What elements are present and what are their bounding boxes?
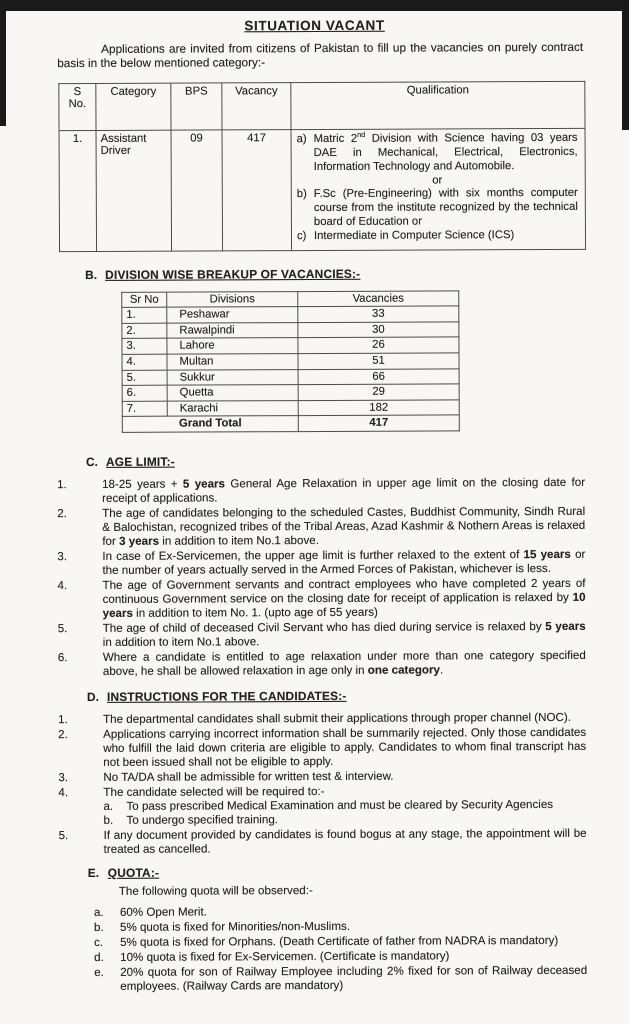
subitem-text: To undergo specified training.: [126, 813, 279, 827]
document-content: [0, 10, 629, 996]
division-vacancies: 30: [298, 322, 459, 338]
list-item: [57, 548, 585, 578]
qualification-text-c: Intermediate in Computer Science (ICS): [313, 228, 515, 242]
vacancy-header-bps: BPS: [171, 83, 222, 130]
division-srno: 3.: [122, 339, 167, 355]
vacancy-header-vacancy: Vacancy: [222, 83, 291, 130]
list-item: [94, 904, 587, 920]
vacancy-cell-bps: 09: [171, 130, 223, 251]
item-text: The age of candidates belonging to the scheduled Castes, Buddhist Community, Sindh Rural & Balochistan, recognized tribes of the Tribal Areas, Azad Kashmir & Nothern Areas is relaxed for 3 years in addition to item No.1 above.: [102, 504, 586, 548]
vacancy-cell-category: Assistant Driver: [96, 130, 172, 251]
item-text: The departmental candidates shall submit their applications through proper channel (NOC).: [103, 710, 571, 726]
division-name: Multan: [167, 354, 298, 370]
item-number: 4.: [57, 579, 68, 593]
vacancy-cell-sno: 1.: [59, 130, 97, 251]
division-srno: 4.: [122, 354, 167, 370]
list-item: [57, 505, 585, 549]
vacancy-header-category: Category: [96, 83, 171, 130]
section-c-title: AGE LIMIT:-: [105, 454, 175, 469]
vacancy-table: [58, 81, 586, 252]
table-row: [122, 306, 459, 323]
item-text: The candidate selected will be required to:-: [103, 784, 325, 799]
division-vacancies: 66: [298, 368, 459, 384]
section-b-title: DIVISION WISE BREAKUP OF VACANCIES:-: [105, 266, 361, 282]
division-header-vacancies: Vacancies: [298, 290, 459, 306]
division-table-total-row: [122, 415, 459, 432]
division-name: Sukkur: [167, 369, 298, 385]
vacancy-cell-qualification: [291, 128, 586, 250]
qualification-label-c: c): [296, 229, 307, 242]
item-text: Applications carrying incorrect information shall be summarily rejected. Only those candidates who fulfill the laid down criteria are eligible to apply. Candidates to whom final transcript has not been issued shall not be eligible to apply.: [103, 725, 587, 769]
section-e-letter: E.: [87, 865, 100, 880]
list-item: [94, 934, 587, 950]
division-vacancies: 51: [298, 353, 459, 369]
list-item: [58, 726, 586, 770]
qualification-item-c: [297, 229, 578, 244]
qualification-label-a: a): [296, 133, 307, 146]
section-e-heading: [88, 864, 629, 880]
subitem-text: To pass prescribed Medical Examination and must be cleared by Security Agencies: [126, 797, 554, 813]
division-vacancies: 33: [298, 306, 459, 322]
item-text: The age of Government servants and contract employees who have completed 2 years of continuous Government service on the closing date for receipt of application is relaxed by 10 years in addition to item No. 1. (upto age of 55 years): [102, 576, 586, 620]
item-text: The age of child of deceased Civil Servant who has died during service is relaxed by 5 years in addition to item No.1 above.: [102, 619, 586, 649]
table-row: [122, 400, 459, 417]
item-number: 1.: [57, 478, 67, 492]
grand-total-label: Grand Total: [122, 416, 298, 432]
division-name: Peshawar: [167, 307, 298, 323]
list-item: [94, 949, 587, 965]
qualification-text-a: Matric 2nd Division with Science having 03 years DAE in Mechanical, Electrical, Electronics, Information Technology and Automobile.: [313, 130, 578, 173]
division-name: Lahore: [167, 338, 298, 354]
item-text: In case of Ex-Servicemen, the upper age limit is further relaxed to the extent of 15 years or the number of years actually served in the Armed Forces of Pakistan, whichever is less.: [102, 547, 586, 577]
qualification-item-a: [297, 132, 578, 175]
item-letter: e.: [94, 965, 104, 979]
item-number: 5.: [57, 622, 68, 636]
section-e-title: QUOTA:-: [107, 865, 160, 880]
division-header-divisions: Divisions: [167, 291, 298, 307]
section-c-letter: C.: [85, 454, 98, 469]
item-letter: b.: [93, 920, 104, 934]
table-row: [122, 337, 459, 354]
quota-list: [94, 904, 587, 994]
division-table: [121, 290, 460, 433]
list-item: [58, 620, 586, 650]
item-number: 3.: [57, 550, 68, 564]
item-text: Where a candidate is entitled to age relaxation under more than one category specified above, he shall be allowed relaxation in age only in one category.: [102, 648, 586, 678]
list-item: [58, 769, 586, 785]
item-text: 5% quota is fixed for Orphans. (Death Certificate of father from NADRA is mandatory): [120, 933, 559, 949]
item-text: If any document provided by candidates is found bogus at any stage, the appointment will be treated as cancelled.: [103, 826, 587, 856]
vacancy-header-qualification: Qualification: [291, 81, 585, 129]
vacancy-header-sno: S No.: [59, 83, 96, 130]
division-vacancies: 182: [298, 400, 459, 416]
table-row: [122, 353, 459, 370]
item-number: 3.: [58, 771, 69, 785]
section-d-letter: D.: [86, 689, 99, 704]
division-srno: 7.: [122, 401, 167, 417]
section-b-letter: B.: [85, 267, 98, 282]
table-row: [122, 322, 459, 339]
qualification-text-b: F.Sc (Pre-Engineering) with six months computer course from the institute recognized by the technical board of Education or: [313, 187, 578, 228]
division-srno: 2.: [122, 323, 167, 339]
item-number: 4.: [58, 786, 69, 800]
qualification-item-b: [297, 187, 578, 230]
list-item: [57, 476, 585, 506]
list-item: [58, 784, 586, 828]
item-number: 2.: [57, 507, 67, 521]
division-srno: 1.: [122, 307, 167, 323]
intro-paragraph: Applications are invited from citizens of Pakistan to fill up the vacancies on purely contract basis in the below mentioned category:-: [57, 39, 584, 71]
subitem-letter: a.: [103, 799, 114, 813]
table-row: [122, 368, 459, 385]
list-item: [59, 827, 587, 857]
item-number: 5.: [58, 829, 69, 843]
division-name: Rawalpindi: [167, 322, 298, 338]
division-name: Quetta: [167, 385, 298, 401]
division-srno: 5.: [122, 370, 167, 386]
item-text: No TA/DA shall be admissible for written test & interview.: [103, 769, 394, 784]
list-subitem: [104, 812, 587, 828]
table-row: [122, 384, 459, 401]
list-item: [58, 649, 586, 679]
division-name: Karachi: [167, 400, 298, 416]
item-text: 20% quota for son of Railway Employee including 2% fixed for son of Railway deceased employees. (Railway Cards are mandatory): [120, 963, 588, 993]
list-item: [58, 711, 586, 727]
item-text: 10% quota is fixed for Ex-Servicemen. (Certificate is mandatory): [120, 949, 450, 964]
item-text: 5% quota is fixed for Minorities/non-Muslims.: [119, 919, 351, 934]
division-srno: 6.: [122, 385, 167, 401]
age-limit-list: [57, 476, 586, 679]
section-c-heading: [86, 453, 629, 469]
page-title: SITUATION VACANT: [244, 17, 385, 34]
item-text: 60% Open Merit.: [119, 905, 207, 919]
vacancy-table-row: [59, 128, 586, 251]
section-b-heading: [85, 265, 629, 281]
vacancy-table-header-row: [59, 81, 585, 130]
item-letter: a.: [93, 905, 104, 919]
item-number: 1.: [58, 713, 68, 727]
item-text-with-sublist: [103, 784, 586, 828]
item-number: 2.: [58, 728, 68, 742]
division-vacancies: 29: [298, 384, 459, 400]
quota-intro: The following quota will be observed:-: [118, 883, 313, 898]
list-item: [94, 919, 587, 935]
qualification-label-b: b): [296, 188, 307, 201]
qualification-or-separator: or: [432, 174, 443, 187]
list-item: [94, 964, 587, 994]
section-d-heading: [87, 688, 629, 704]
vacancy-cell-vacancy: 417: [222, 130, 292, 251]
grand-total-value: 417: [298, 415, 459, 431]
instructions-list: [58, 711, 587, 857]
subitem-letter: b.: [103, 813, 114, 827]
section-d-title: INSTRUCTIONS FOR THE CANDIDATES:-: [106, 688, 347, 704]
item-letter: c.: [94, 935, 104, 949]
list-item: [57, 577, 585, 621]
division-header-srno: Sr No: [122, 292, 167, 308]
item-number: 6.: [57, 651, 68, 665]
item-text: 18-25 years + 5 years General Age Relaxation in upper age limit on the closing date for receipt of applications.: [102, 475, 586, 505]
division-table-header-row: [122, 290, 459, 307]
item-letter: d.: [94, 950, 104, 964]
division-vacancies: 26: [298, 337, 459, 353]
